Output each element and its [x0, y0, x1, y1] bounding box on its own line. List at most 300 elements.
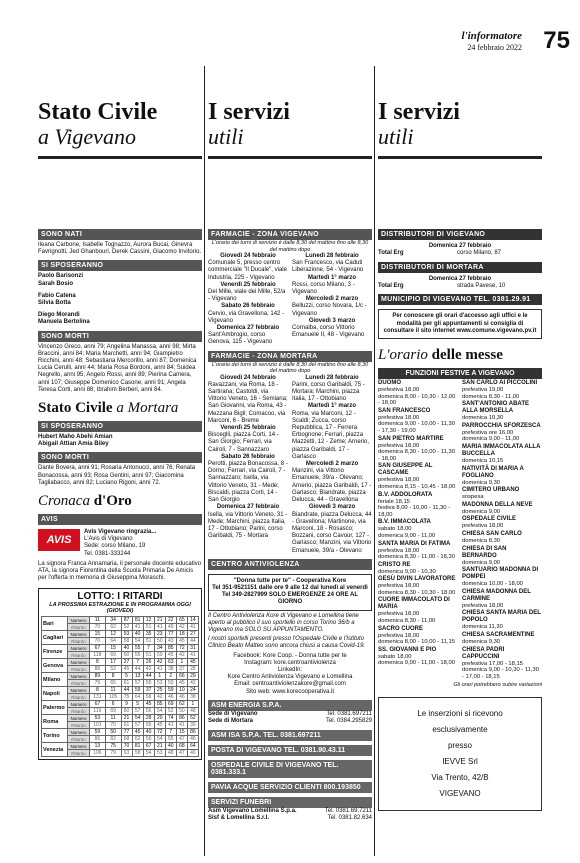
lotto-row — [42, 743, 199, 750]
lotto-delay: 46 — [187, 736, 198, 743]
antiviolenza-text: Il Centro Antiviolenza Kore di Vigevano e Lomellina tiene aperto al pubblico il suo sportello in corso Torino 36/b a Vigevano ma SOLO SU APPUNTAMENTO. — [208, 612, 359, 633]
antiviolenza-text2: I nostri sportelli presenti presso l'Ospedale Civile e l'Istituto Clinico Beato Matteo sono ancora chiusi a causa Covid-19. — [208, 636, 366, 650]
lotto-delay: 131 — [90, 694, 106, 701]
avis-address-line: L'Avis di Vigevano — [84, 536, 133, 543]
lotto-delay: 50 — [176, 708, 187, 715]
lotto-delay: 54 — [154, 736, 165, 743]
farmacie-mortara-header: FARMACIE - ZONA MORTARA — [208, 351, 372, 362]
lotto-label: Ritardo — [68, 638, 90, 645]
lotto-label: Ritardo — [68, 694, 90, 701]
mass-time: domenica 9,00 - 11,00 — [378, 532, 436, 539]
lotto-number: 21 — [121, 715, 132, 722]
contact-phone: Tel. 0384.295829 — [325, 718, 372, 725]
lotto-delay: 48 — [165, 750, 176, 757]
pharmacy-day: Sabato 26 febbraio — [221, 453, 275, 460]
lotto-delay: 57 — [132, 680, 143, 687]
lotto-label: Numero — [68, 687, 90, 694]
church-name: CHIESA SAN CARLO — [462, 530, 522, 537]
lotto-number: 53 — [90, 715, 106, 722]
antiviolenza-links — [208, 653, 372, 696]
lotto-delay: 45 — [176, 680, 187, 687]
lotto-number: 9 — [121, 701, 132, 708]
lotto-label: Ritardo — [68, 722, 90, 729]
section-subtitle: utili — [208, 124, 244, 149]
church-name: CRISTO RE — [378, 561, 411, 568]
spouse-name: Paolo Barisonzi — [38, 273, 84, 280]
lotto-delay: 41 — [132, 624, 143, 631]
lotto-delay: 51 — [143, 652, 154, 659]
lotto-delay: 46 — [187, 750, 198, 757]
church-name: SAN PIETRO MARTIRE — [378, 435, 444, 442]
lotto-delay: 45 — [176, 638, 187, 645]
church-name: CHIESA MADONNA DEL CARMINE — [462, 588, 531, 602]
pharmacy-day: Martedì 1° marzo — [307, 274, 357, 281]
lotto-number: 55 — [132, 645, 143, 652]
lotto-number: 44 — [121, 687, 132, 694]
lotto-delay: 51 — [143, 638, 154, 645]
mass-time: sospesa — [462, 494, 484, 501]
lotto-number: 2 — [165, 673, 176, 680]
m-morti-list: Dante Bovera, anni 91; Rosaria Antonucci, anni 76; Renata Bonacossa, anni 93; Rosa Gentini, anni 97; Giacomina Tagliabacco, anni 82; Luciano Rigoni, anni 72. — [38, 465, 196, 486]
pharmacy-day: Sabato 26 febbraio — [221, 303, 275, 310]
lotto-delay: 58 — [132, 750, 143, 757]
mass-time: domenica 10,30 — [462, 415, 504, 422]
lotto-delay: 75 — [121, 694, 132, 701]
lotto-delay: 52 — [165, 708, 176, 715]
municipio-header: MUNICIPIO DI VIGEVANO TEL. 0381.29.91 — [378, 294, 542, 305]
mortara-title: Stato Civile a Mortara — [38, 400, 179, 417]
lotto-number: 45 — [187, 659, 198, 666]
lotto-delay: 42 — [176, 624, 187, 631]
lotto-number: 85 — [165, 645, 176, 652]
church-name: SAN GIUSEPPE AL CASCAME — [378, 463, 433, 477]
lotto-number: 17 — [105, 659, 121, 666]
avis-text: La signora Franca Annamaria, il personale docente educativo ATA, la signora Fiorentina della Scuola Primaria De Amicis per l'offerta in memoria di Giuseppina Moraschi. — [38, 560, 202, 582]
mass-time: domenica 10,15 — [462, 457, 504, 464]
lotto-delay: 45 — [154, 722, 165, 729]
lotto-number: 11 — [105, 687, 121, 694]
column-divider — [374, 66, 375, 856]
lotto-number: 24 — [187, 687, 198, 694]
lotto-label: Ritardo — [68, 652, 90, 659]
mass-time: domenica 11,30 — [462, 624, 503, 631]
contact-phone: Tel. 0381.82.634 — [327, 815, 372, 822]
lotto-delay: 70 — [90, 624, 106, 631]
lotto-delay: 28 — [187, 666, 198, 673]
lotto-label: Ritardo — [68, 750, 90, 757]
lotto-delay: 38 — [187, 694, 198, 701]
lotto-number: 7 — [143, 645, 154, 652]
m-sposati-header: SI SPOSERANNO — [38, 421, 202, 432]
lotto-number: 77 — [121, 729, 132, 736]
antiviolenza-phone: Tel 351-9521151 dalle ore 9 alle 12 dal lunedì al venerdì — [212, 584, 368, 591]
lotto-delay: 57 — [132, 722, 143, 729]
church-name: SANT'ANTONIO ABATE ALLA MORSELLA — [462, 401, 529, 415]
lotto-number: 53 — [121, 631, 132, 638]
col-servizi-2 — [378, 60, 542, 863]
lotto-number: 59 — [165, 687, 176, 694]
lotto-number: 59 — [132, 687, 143, 694]
mass-time: domenica 9,30 — [462, 638, 501, 645]
pharmacy-day: Giovedì 3 marzo — [308, 504, 356, 511]
lotto-number: 12 — [143, 617, 154, 624]
mass-time: domenica 9,00 — [462, 508, 501, 515]
lotto-number: 15 — [105, 645, 121, 652]
lotto-delay: 42 — [176, 652, 187, 659]
morti-header: SONO MORTI — [38, 331, 202, 342]
mass-time: domenica 9,00 - 10,00 - 11,30 - 17,30 - 19,00 — [378, 421, 455, 434]
contact-phone: Tel. 0381.697211 — [326, 710, 372, 717]
section-title: I servizi — [378, 99, 460, 125]
lotto-number: 35 — [143, 631, 154, 638]
mass-time: domenica 8,00 - 10,00 - 11,15 — [378, 639, 455, 646]
lotto-box — [38, 588, 202, 760]
lotto-label: Numero — [68, 645, 90, 652]
lotto-number: 40 — [132, 631, 143, 638]
mass-time: prefestiva 18,00 — [378, 611, 420, 618]
lotto-delay: 69 — [105, 652, 121, 659]
mass-time: domenica 9,00 - 10,30 — [378, 568, 436, 575]
antiviolenza-box — [208, 574, 372, 611]
inserzioni-notice — [378, 697, 542, 811]
avis-block — [38, 529, 202, 558]
pharmacy-day: Mercoledì 2 marzo — [305, 296, 359, 303]
lotto-number: 54 — [132, 715, 143, 722]
lotto-number: 11 — [90, 617, 106, 624]
m-sposati-list — [38, 434, 202, 448]
mass-time: domenica 9,30 — [462, 479, 501, 486]
contact-row — [208, 718, 372, 726]
lotto-number: 42 — [154, 659, 165, 666]
lotto-delay: 43 — [165, 638, 176, 645]
notice-line: presso — [447, 740, 472, 750]
lotto-city: Firenze — [42, 645, 68, 659]
avis-address-line: Sede: corso Milano, 19 — [84, 543, 146, 550]
lotto-number: 52 — [187, 715, 198, 722]
farmacie-vigevano-header: FARMACIE - ZONA VIGEVANO — [208, 229, 372, 240]
lotto-number: 23 — [154, 631, 165, 638]
lotto-delay: 58 — [143, 694, 154, 701]
lotto-row — [42, 687, 199, 694]
pharmacy-day: Lunedì 28 febbraio — [305, 374, 359, 381]
lotto-number: 21 — [154, 743, 165, 750]
lotto-delay: 64 — [132, 694, 143, 701]
lotto-number: 40 — [165, 743, 176, 750]
lotto-delay: 50 — [154, 652, 165, 659]
lotto-delay: 70 — [90, 638, 106, 645]
lotto-delay: 53 — [154, 680, 165, 687]
church-name: GESÙ DIVIN LAVORATORE — [378, 576, 456, 583]
church-name: CUORE IMMACOLATO DI MARIA — [378, 597, 450, 611]
ospedale-strip: OSPEDALE CIVILE DI VIGEVANO TEL. 0381.333.1 — [208, 760, 372, 778]
lotto-number: 8 — [90, 687, 106, 694]
farmacie-note: L'orario dei turni di servizio è dalle 8,30 del mattino fino alle 8,30 del mattino dopo — [211, 361, 369, 375]
church-name: PARROCCHIA SFORZESCA — [462, 422, 541, 429]
contact-name: Sede di Mortara — [208, 718, 254, 725]
mass-time: prefestiva 18,00 — [378, 477, 420, 484]
contact-name: Sisf & Lomellina S.r.l. — [208, 815, 270, 822]
lotto-number: 77 — [165, 631, 176, 638]
pharmacy-entry: Dei Mille, viale dei Mille, 52/a - Vigevano — [208, 289, 286, 303]
contact-row — [208, 711, 372, 719]
antiviolenza-phone: Tel 349-2827999 SOLO EMERGENZE 24 ORE AL GIORNO — [221, 592, 359, 606]
farmacie-vigevano — [208, 253, 372, 347]
mass-time: prefestiva 18,00 — [378, 547, 420, 554]
mass-time: feriale 18,15 — [378, 498, 410, 505]
pharmacy-entry: Isella, via Vittorio Veneto, 31 - Mede; Marchini, piazza Italia, 17 - Ottobiano; Parini, corso Garibaldi, 75 - Mortara — [208, 511, 288, 540]
col-servizi-1 — [208, 60, 372, 863]
lotto-delay: 44 — [132, 666, 143, 673]
lotto-delay: 69 — [105, 708, 121, 715]
lotto-number: 67 — [90, 701, 106, 708]
notice-line: Le inserzioni si ricevono — [417, 708, 503, 718]
lotto-number: 59 — [90, 729, 106, 736]
lotto-label: Ritardo — [68, 680, 90, 687]
lotto-city: Milano — [42, 673, 68, 687]
lotto-delay: 48 — [187, 708, 198, 715]
lotto-label: Numero — [68, 659, 90, 666]
lotto-delay: 56 — [143, 736, 154, 743]
mass-time: domenica 10,00 - 18,00 — [462, 581, 523, 588]
lotto-number: 75 — [105, 743, 121, 750]
lotto-number: 12 — [105, 631, 121, 638]
lotto-delay: 55 — [132, 652, 143, 659]
lotto-number: 14 — [187, 617, 198, 624]
lotto-delay: 68 — [121, 736, 132, 743]
lotto-number: 11 — [105, 715, 121, 722]
lotto-delay: 64 — [105, 638, 121, 645]
col-stato-civile — [38, 60, 202, 863]
morti-list: Vincenzo Greco, anni 79; Angelina Manassa, anni 98; Mirta Braccini, anni 84; Maria Marchetti, anni 94; Giampietro Ricchini, anni 48; Sebastiana Mercorillo, anni 87; Domenica Lucia Cerulli, anni 44; Maria Rosa Bordoni, anni 84; Suidea Negrello, anni 95; Angelo Rossi, anni 89; Pierina Camera, anni 107; Giuseppe Domenico Casone, anni 91; Angela Teresa Corti, anni 88; Ibrahim Berberi, anni 84. — [38, 343, 197, 393]
lotto-number: 22 — [165, 617, 176, 624]
lotto-city: Napoli — [42, 687, 68, 701]
mass-time: prefestiva 18,00 — [378, 442, 420, 449]
lotto-delay: 62 — [105, 624, 121, 631]
lotto-number: 62 — [176, 701, 187, 708]
lotto-number: 7 — [165, 729, 176, 736]
lotto-city: Genova — [42, 659, 68, 673]
lotto-delay: 47 — [176, 736, 187, 743]
mass-time: domenica 8,30 — [462, 537, 501, 544]
lotto-delay: 70 — [105, 722, 121, 729]
lotto-number: 25 — [154, 687, 165, 694]
lotto-city: Bari — [42, 617, 68, 631]
lotto-number: 1 — [176, 659, 187, 666]
antiviolenza-link: Sito web: www.korecooperativa.it — [245, 688, 335, 695]
municipio-text: Per conoscere gli orari d'accesso agli uffici e le modalità per gli appuntamenti si consiglia di consultare il sito internet www.comune.vigevano.pv.it — [378, 309, 542, 339]
antiviolenza-link: Kore Centro Antiviolenza Vigevano e Lomellina — [227, 674, 353, 681]
lotto-number: 72 — [176, 645, 187, 652]
lotto-number: 74 — [165, 715, 176, 722]
lotto-delay: 41 — [165, 722, 176, 729]
pharmacy-entry: Ravazzani, via Roma, 18 - Sartirana; Castoldi, via Vittorio Veneto, 16 - Semiana; San Giovanni, via Roma, 43 - Mezzana Bigli; Comacoo, via Marconi, 6 - Breme — [208, 381, 288, 424]
lotto-delay: 39 — [187, 722, 198, 729]
lotto-row — [42, 729, 199, 736]
mass-time: prefestiva 17,00 - 18,15 — [462, 660, 523, 667]
lotto-city: Cagliari — [42, 631, 68, 645]
church-name: OSPEDALE CIVILE — [462, 516, 517, 523]
distributori-mortara-header: DISTRIBUTORI DI MORTARA — [378, 262, 542, 273]
lotto-label: Ritardo — [68, 736, 90, 743]
lotto-delay: 52 — [105, 666, 121, 673]
pharmacy-day: Domenica 27 febbraio — [216, 325, 280, 332]
lotto-delay: 42 — [187, 680, 198, 687]
pharmacy-day: Giovedì 24 febbraio — [220, 374, 276, 381]
lotto-delay: 46 — [165, 694, 176, 701]
pharmacy-entry: Perotti, piazza Bonacossa, 8 - Dorno; Ferrari, via Cairoli, 7 - Sannazzaro; Isella, via Vittorio Veneto, 31 - Mede; Biscaldi, piazza Corti, 14 - San Giorgio — [208, 461, 288, 504]
lotto-delay: 79 — [90, 680, 106, 687]
spouse-name: Abigail Attian Amia Biley — [38, 441, 109, 448]
spouse-name: Silvia Botta — [38, 300, 71, 307]
title-rule — [38, 156, 202, 159]
spouse-name: Fabio Catena — [38, 292, 76, 299]
lotto-number: 13 — [90, 743, 106, 750]
mass-time: domenica 9,00 - 10,30 - 11,30 - 17,00 - 18,15 — [462, 667, 539, 680]
messe-list — [378, 379, 542, 680]
title-rule — [208, 156, 372, 159]
lotto-delay: 41 — [176, 722, 187, 729]
sposati-header: SI SPOSERANNO — [38, 260, 202, 271]
mass-time: prefestiva 18,00 — [378, 632, 420, 639]
lotto-delay: 52 — [121, 624, 132, 631]
antiviolenza-link: Facebook: Kore Coop. - Donna tutte per te — [233, 652, 347, 659]
church-name: MADONNA DELLA NEVE — [462, 501, 533, 508]
lotto-number: 81 — [132, 617, 143, 624]
pharmacy-entry: Sant'Ambrogio, corso Genova, 115 - Vigevano — [208, 332, 273, 346]
mass-time: domenica 8,30 - 10,00 - 11,30 - 18,00 — [378, 449, 455, 462]
lotto-row — [42, 701, 199, 708]
section-subtitle: a Vigevano — [38, 124, 136, 149]
avis-logo: AVIS — [38, 529, 80, 551]
lotto-delay: 54 — [132, 638, 143, 645]
pharmacy-day: Mercoledì 2 marzo — [305, 461, 359, 468]
mass-time: domenica 8,15 - 10,45 - 18,00 — [378, 483, 456, 490]
lotto-number: 34 — [105, 617, 121, 624]
church-name: SANTUARIO MADONNA DI POMPEI — [462, 567, 539, 581]
lotto-delay: 54 — [143, 750, 154, 757]
lotto-number: 20 — [154, 715, 165, 722]
mass-time: prefestiva 18,00 — [378, 387, 420, 394]
lotto-delay: 106 — [90, 750, 106, 757]
lotto-number: 45 — [132, 729, 143, 736]
mass-time: prefestiva 19,00 — [462, 387, 504, 394]
column-divider — [204, 66, 205, 856]
sposati-list — [38, 273, 202, 326]
lotto-delay: 65 — [105, 680, 121, 687]
lotto-delay: 118 — [90, 652, 106, 659]
pharmacy-entry: Comunale 5, presso centro commerciale "Il Ducale", viale Industria, 225 - Vigevano — [208, 260, 287, 281]
lotto-delay: 41 — [187, 652, 198, 659]
lotto-number: 64 — [187, 743, 198, 750]
lotto-delay: 51 — [143, 624, 154, 631]
lotto-table — [41, 616, 199, 757]
lotto-number: 31 — [187, 645, 198, 652]
distv-day: Domenica 27 febbraio — [428, 243, 492, 249]
section-title: I servizi — [208, 99, 290, 125]
mass-time: domenica 8,30 - 11,00 — [462, 393, 520, 400]
lotto-delay: 61 — [121, 680, 132, 687]
pharmacy-entry: Bisceglli, piazza Corti, 14 - San Giorgio; Ferrari, via Cairoli, 7 - Sannazzaro — [208, 432, 279, 453]
lotto-delay: 62 — [132, 736, 143, 743]
church-name: CIMITERO URBANO — [462, 487, 520, 494]
lotto-label: Numero — [68, 715, 90, 722]
antiviolenza-link: LinkedIn: — [277, 666, 303, 673]
lotto-delay: 46 — [176, 694, 187, 701]
mass-time: prefestiva 18,00 — [378, 583, 420, 590]
lotto-delay: 50 — [165, 680, 176, 687]
lotto-title: LOTTO: I RITARDI — [77, 591, 163, 603]
lotto-row — [42, 715, 199, 722]
lotto-number: 68 — [176, 743, 187, 750]
lotto-subtitle: LA PROSSIMA ESTRAZIONE E IN PROGRAMMA OGGI (GIOVEDI) — [49, 602, 191, 615]
lotto-delay: 53 — [154, 750, 165, 757]
lotto-delay: 63 — [121, 750, 132, 757]
asm-list — [208, 711, 372, 726]
antiviolenza-header: CENTRO ANTIVIOLENZA — [208, 559, 372, 570]
contact-row — [208, 808, 372, 816]
lotto-delay: 101 — [90, 722, 106, 729]
lotto-delay: 41 — [154, 666, 165, 673]
lotto-delay: 105 — [105, 694, 121, 701]
pharmacy-entry: Biandrate, piazza Delucca, 44 - Gravellona; Martinone, via Marconi, 18 - Rosasco; Bozzani, corso Cavour, 127 - Garlasco; Manzini, via Vittorio Emanuele, 39/a - Olevano — [292, 511, 372, 554]
lotto-number: 67 — [143, 743, 154, 750]
pharmacy-day: Giovedì 24 febbraio — [220, 253, 276, 259]
lotto-delay: 82 — [105, 736, 121, 743]
lotto-number: 28 — [143, 715, 154, 722]
lotto-label: Numero — [68, 617, 90, 624]
distm-row: Total Erg strada Pavese, 10 — [378, 282, 506, 289]
lotto-number: 8 — [90, 659, 106, 666]
lotto-delay: 60 — [121, 708, 132, 715]
lotto-delay: 55 — [143, 722, 154, 729]
pharmacy-entry: Parini, corso Garibaldi, 75 - Mortara; Marchini, piazza Italia, 17 - Ottobiano — [292, 381, 365, 403]
lotto-number: 44 — [143, 673, 154, 680]
church-name: DUOMO — [378, 380, 401, 387]
church-name: B.V. ADDOLORATA — [378, 491, 433, 498]
messe-header: FUNZIONI FESTIVE A VIGEVANO — [378, 368, 542, 379]
lotto-number: 67 — [90, 645, 106, 652]
lotto-row — [42, 617, 199, 624]
lotto-label: Numero — [68, 631, 90, 638]
pharmacy-day: Venerdì 25 febbraio — [220, 281, 276, 288]
lotto-delay: 41 — [187, 624, 198, 631]
mass-time: festiva 8,00 - 10,00 - 11,30 - 18,00 — [378, 505, 451, 518]
nati-list: Ileana Carbone, Isabelle Tognazzo, Aurora Bucai, Ginevra Favrignotti, Jed Ghanbouri, Derek Cassini, Giacomo Invitorio. — [38, 242, 202, 256]
mass-time: domenica 8,30 - 10,30 - 18,00 — [378, 589, 456, 596]
lotto-delay: 37 — [176, 666, 187, 673]
church-name: CHIESA SANTA MARIA DEL POPOLO — [462, 610, 541, 624]
church-name: SAN FRANCESCO — [378, 407, 431, 414]
contact-name: Asm Vigevano Lomellina S.p.a. — [208, 807, 297, 814]
mass-time: prefestiva 18,00 — [462, 602, 504, 609]
brand: l'informatore — [461, 30, 522, 42]
church-name: NATIVITÀ DI MARIA A FOGLIANO — [462, 465, 524, 479]
lotto-row — [42, 659, 199, 666]
lotto-label: Ritardo — [68, 624, 90, 631]
church-name: SACRO CUORE — [378, 625, 424, 632]
spouse-name: Sarah Bosio — [38, 280, 74, 287]
lotto-number: 15 — [176, 729, 187, 736]
mass-time: domenica 8,00 - 10,30 - 12,00 - 18,00 — [378, 393, 456, 407]
masthead — [0, 0, 580, 66]
lotto-number: 7 — [132, 659, 143, 666]
lotto-label: Numero — [68, 729, 90, 736]
lotto-city: Torino — [42, 729, 68, 743]
lotto-delay: 42 — [154, 694, 165, 701]
antiviolenza-link: Email: centroantiviolenzakore@gmail.com — [234, 681, 346, 688]
lotto-number: 6 — [105, 701, 121, 708]
issue-date: 24 febbraio 2022 — [467, 43, 522, 52]
